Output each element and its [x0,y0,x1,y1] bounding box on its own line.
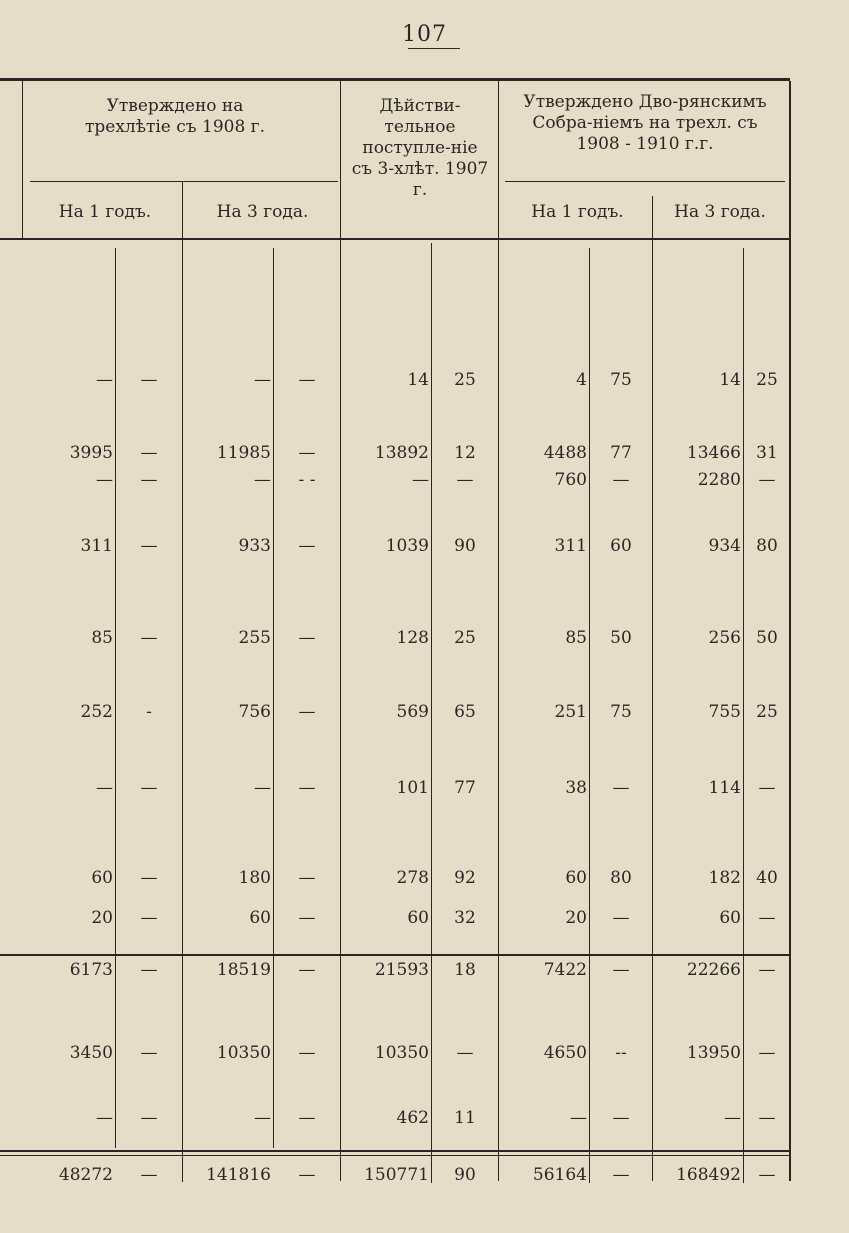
table-cell-r8-c1: 60 [91,868,113,888]
table-cell-r10-c8: — [612,960,630,980]
table-cell-r3-c5: — [412,470,429,490]
table-cell-r11-c8: -- [615,1043,627,1063]
table-left-rule [22,81,23,238]
table-cell-r10-c6: 18 [454,960,476,980]
table-cell-r13-c3: 141816 [206,1165,271,1185]
table-cell-r13-c9: 168492 [676,1165,741,1185]
table-cell-r8-c8: 80 [610,868,632,888]
table-cell-r7-c6: 77 [454,778,476,798]
table-cell-r7-c8: — [612,778,630,798]
table-cell-r9-c4: — [298,908,316,928]
table-cell-r9-c7: 20 [565,908,587,928]
table-cell-r1-c10: 25 [756,370,778,390]
table-cell-r2-c4: — [298,443,316,463]
table-cell-r10-c7: 7422 [543,960,587,980]
table-cell-r6-c9: 755 [708,702,741,722]
table-cell-r3-c2: — [140,470,158,490]
table-cell-r3-c1: — [96,470,113,490]
table-cell-r1-c4: — [298,370,316,390]
col-rule-4 [340,81,341,1181]
table-cell-r3-c3: — [254,470,271,490]
table-cell-r7-c5: 101 [396,778,429,798]
table-cell-r8-c9: 182 [708,868,741,888]
table-cell-r11-c3: 10350 [216,1043,271,1063]
table-cell-r4-c6: 90 [454,536,476,556]
table-cell-r7-c9: 114 [708,778,741,798]
table-cell-r8-c7: 60 [565,868,587,888]
table-cell-r7-c3: — [254,778,271,798]
table-cell-r8-c10: 40 [756,868,778,888]
table-cell-r4-c10: 80 [756,536,778,556]
col-rule-7 [589,248,590,1183]
table-cell-r2-c7: 4488 [543,443,587,463]
col-rule-5 [431,243,432,1183]
table-cell-r6-c1: 252 [80,702,113,722]
table-cell-r9-c6: 32 [454,908,476,928]
table-cell-r2-c3: 11985 [216,443,271,463]
table-cell-r13-c5: 150771 [364,1165,429,1185]
table-cell-r11-c7: 4650 [543,1043,587,1063]
page-number: 107 [402,22,447,47]
table-cell-r7-c1: — [96,778,113,798]
table-cell-r2-c9: 13466 [686,443,741,463]
header-group3: Утверждено Дво-рянскимъ Собра-ніемъ на трехл. съ 1908 - 1910 г.г. [523,92,767,154]
table-cell-r5-c6: 25 [454,628,476,648]
table-cell-r2-c1: 3995 [69,443,113,463]
table-cell-r4-c9: 934 [708,536,741,556]
table-cell-r11-c5: 10350 [374,1043,429,1063]
col-rule-3 [273,248,274,1148]
table-cell-r7-c7: 38 [565,778,587,798]
col-rule-6 [498,81,499,1181]
table-cell-r1-c7: 4 [576,370,587,390]
table-cell-r12-c10: — [758,1108,776,1128]
table-cell-r2-c8: 77 [610,443,632,463]
table-cell-r10-c2: — [140,960,158,980]
header-group1: Утверждено на трехлѣтіе съ 1908 г. [84,96,265,137]
table-cell-r1-c3: — [254,370,271,390]
table-cell-r8-c5: 278 [396,868,429,888]
table-cell-r12-c9: — [724,1108,741,1128]
table-cell-r1-c6: 25 [454,370,476,390]
table-cell-r12-c1: — [96,1108,113,1128]
table-cell-r1-c8: 75 [610,370,632,390]
table-cell-r6-c4: — [298,702,316,722]
table-cell-r3-c4: - - [298,470,316,490]
table-cell-r5-c7: 85 [565,628,587,648]
table-cell-r13-c8: — [612,1165,630,1185]
table-cell-r6-c5: 569 [396,702,429,722]
table-cell-r4-c4: — [298,536,316,556]
table-cell-r8-c3: 180 [238,868,271,888]
table-cell-r1-c5: 14 [407,370,429,390]
table-cell-r10-c9: 22266 [686,960,741,980]
table-cell-r2-c5: 13892 [374,443,429,463]
table-cell-r5-c1: 85 [91,628,113,648]
table-cell-r7-c2: — [140,778,158,798]
table-cell-r5-c5: 128 [396,628,429,648]
header-group1-sub1: На 1 годъ. [58,202,152,222]
subtotal-rule [0,954,790,956]
table-cell-r3-c9: 2280 [697,470,741,490]
table-cell-r6-c6: 65 [454,702,476,722]
table-cell-r5-c2: — [140,628,158,648]
table-cell-r4-c3: 933 [238,536,271,556]
table-cell-r10-c5: 21593 [374,960,429,980]
group1-sub-rule [30,181,338,182]
col-rule-8 [652,196,653,1181]
table-top-rule [0,78,790,81]
table-cell-r5-c9: 256 [708,628,741,648]
table-cell-r4-c8: 60 [610,536,632,556]
table-cell-r5-c4: — [298,628,316,648]
table-cell-r9-c1: 20 [91,908,113,928]
table-cell-r6-c8: 75 [610,702,632,722]
table-cell-r9-c3: 60 [249,908,271,928]
table-cell-r7-c10: — [758,778,776,798]
header-group2: Дѣйстви-тельное поступле-ніе съ 3-хлѣт. 1907 г. [351,96,489,200]
table-cell-r12-c3: — [254,1108,271,1128]
table-cell-r12-c5: 462 [396,1108,429,1128]
table-cell-r12-c4: — [298,1108,316,1128]
table-cell-r3-c6: — [456,470,474,490]
table-cell-r5-c3: 255 [238,628,271,648]
table-cell-r13-c4: — [298,1165,316,1185]
table-cell-r13-c2: — [140,1165,158,1185]
table-cell-r13-c7: 56164 [532,1165,587,1185]
table-cell-r11-c6: — [456,1043,474,1063]
table-right-rule [789,81,791,1181]
table-cell-r9-c10: — [758,908,776,928]
col-rule-2 [182,182,183,1182]
table-cell-r7-c4: — [298,778,316,798]
table-cell-r11-c1: 3450 [69,1043,113,1063]
header-group1-sub2: На 3 года. [216,202,309,222]
page-number-rule [408,48,460,49]
table-cell-r13-c1: 48272 [58,1165,113,1185]
table-cell-r8-c4: — [298,868,316,888]
table-cell-r4-c2: — [140,536,158,556]
table-cell-r9-c5: 60 [407,908,429,928]
table-cell-r9-c9: 60 [719,908,741,928]
table-cell-r10-c4: — [298,960,316,980]
table-cell-r6-c2: - [146,702,152,722]
table-cell-r3-c7: 760 [554,470,587,490]
table-cell-r2-c10: 31 [756,443,778,463]
table-cell-r9-c2: — [140,908,158,928]
table-cell-r11-c10: — [758,1043,776,1063]
total-rule-2 [0,1155,790,1156]
table-cell-r5-c8: 50 [610,628,632,648]
table-cell-r4-c1: 311 [80,536,113,556]
table-cell-r9-c8: — [612,908,630,928]
table-cell-r10-c1: 6173 [69,960,113,980]
table-cell-r5-c10: 50 [756,628,778,648]
table-cell-r6-c3: 756 [238,702,271,722]
table-cell-r6-c7: 251 [554,702,587,722]
total-rule-1 [0,1150,790,1152]
table-cell-r8-c6: 92 [454,868,476,888]
table-cell-r1-c9: 14 [719,370,741,390]
table-cell-r1-c1: — [96,370,113,390]
table-cell-r10-c10: — [758,960,776,980]
table-cell-r11-c4: — [298,1043,316,1063]
financial-table [0,78,849,1233]
header-group3-sub1: На 1 годъ. [531,202,624,222]
table-cell-r12-c7: — [570,1108,587,1128]
table-cell-r10-c3: 18519 [216,960,271,980]
table-cell-r8-c2: — [140,868,158,888]
table-cell-r2-c2: — [140,443,158,463]
table-cell-r4-c5: 1039 [385,536,429,556]
table-cell-r2-c6: 12 [454,443,476,463]
group3-sub-rule [505,181,785,182]
table-cell-r1-c2: — [140,370,158,390]
table-cell-r3-c10: — [758,470,776,490]
table-cell-r12-c8: — [612,1108,630,1128]
table-cell-r12-c2: — [140,1108,158,1128]
table-cell-r13-c6: 90 [454,1165,476,1185]
col-rule-1 [115,248,116,1148]
table-cell-r3-c8: — [612,470,630,490]
header-bottom-rule [0,238,790,240]
table-cell-r4-c7: 311 [554,536,587,556]
table-cell-r13-c10: — [758,1165,776,1185]
table-cell-r11-c2: — [140,1043,158,1063]
table-cell-r11-c9: 13950 [686,1043,741,1063]
table-cell-r12-c6: 11 [454,1108,476,1128]
col-rule-9 [743,248,744,1183]
table-cell-r6-c10: 25 [756,702,778,722]
header-group3-sub2: На 3 года. [674,202,766,222]
